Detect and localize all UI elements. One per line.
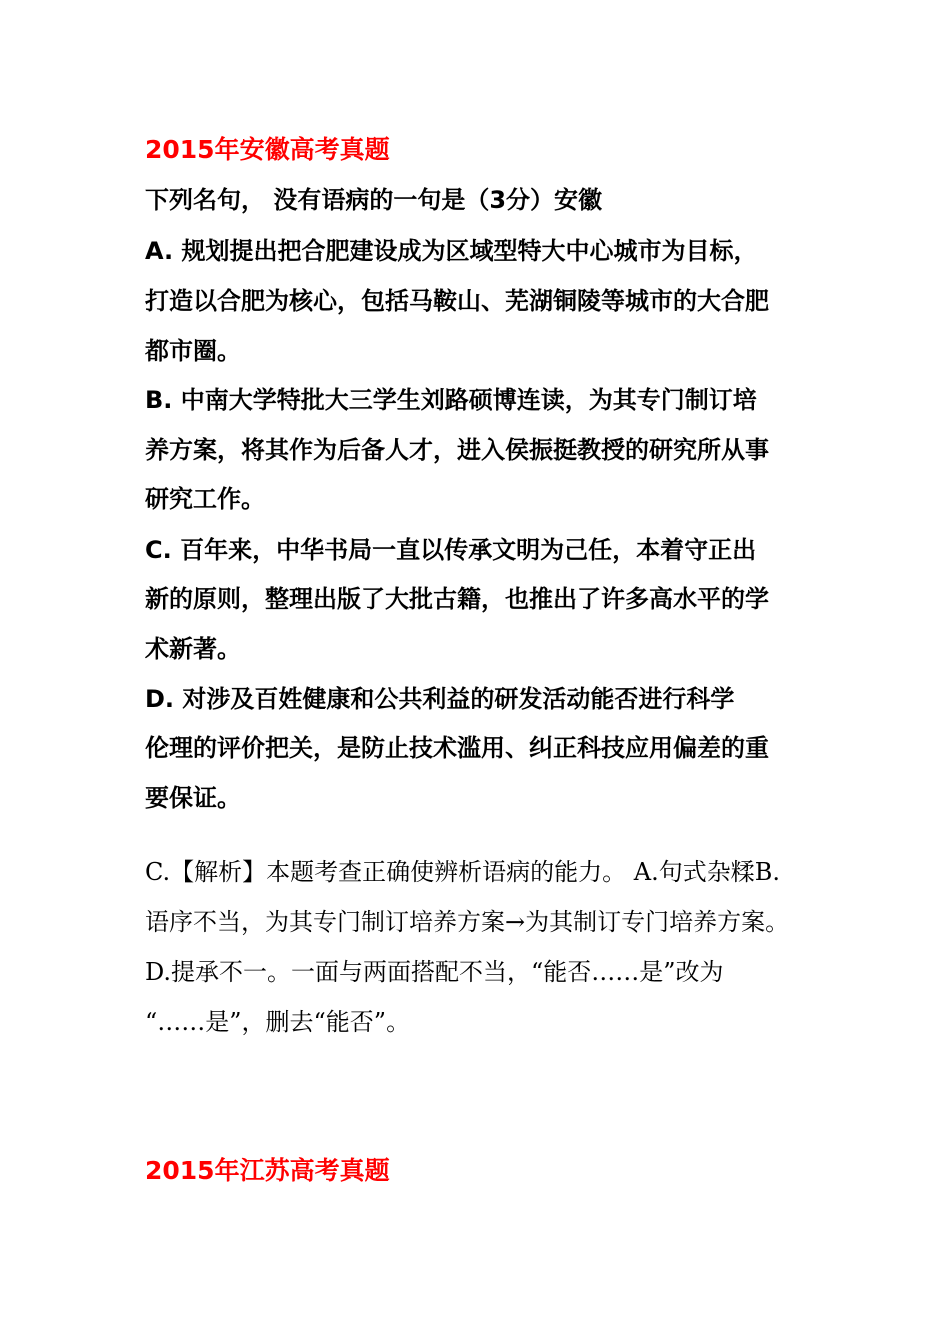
option-c-line-3: 术新著。 <box>145 635 241 663</box>
answer-line-1: C.【解析】本题考查正确使辨析语病的能力。 A.句式杂糅B. <box>145 858 780 886</box>
option-b-line-2: 养方案，将其作为后备人才，进入侯振挺教授的研究所从事 <box>145 436 769 464</box>
answer-line-3: D.提承不一。一面与两面搭配不当，“能否……是”改为 <box>145 958 724 986</box>
option-a-line-1: A. 规划提出把合肥建设成为区域型特大中心城市为目标， <box>145 237 758 265</box>
answer-line-4: “……是”，删去“能否”。 <box>145 1008 411 1036</box>
question-stem: 下列名句， 没有语病的一句是（3分）安徽 <box>145 186 603 214</box>
section-heading-anhui: 2015年安徽高考真题 <box>145 135 390 164</box>
option-b-line-3: 研究工作。 <box>145 485 265 513</box>
option-d-line-2: 伦理的评价把关，是防止技术滥用、纠正科技应用偏差的重 <box>145 734 769 762</box>
option-d-line-1: D. 对涉及百姓健康和公共利益的研发活动能否进行科学 <box>145 685 735 713</box>
option-d-line-3: 要保证。 <box>145 784 241 812</box>
option-b-line-1: B. 中南大学特批大三学生刘路硕博连读，为其专门制订培 <box>145 386 757 414</box>
option-a-line-2: 打造以合肥为核心，包括马鞍山、芜湖铜陵等城市的大合肥 <box>145 287 769 315</box>
option-c-line-1: C. 百年来，中华书局一直以传承文明为己任，本着守正出 <box>145 536 757 564</box>
option-c-line-2: 新的原则，整理出版了大批古籍，也推出了许多高水平的学 <box>145 585 769 613</box>
answer-line-2: 语序不当，为其专门制订培养方案→为其制订专门培养方案。 <box>145 908 790 936</box>
section-heading-jiangsu: 2015年江苏高考真题 <box>145 1156 390 1185</box>
option-a-line-3: 都市圈。 <box>145 337 241 365</box>
